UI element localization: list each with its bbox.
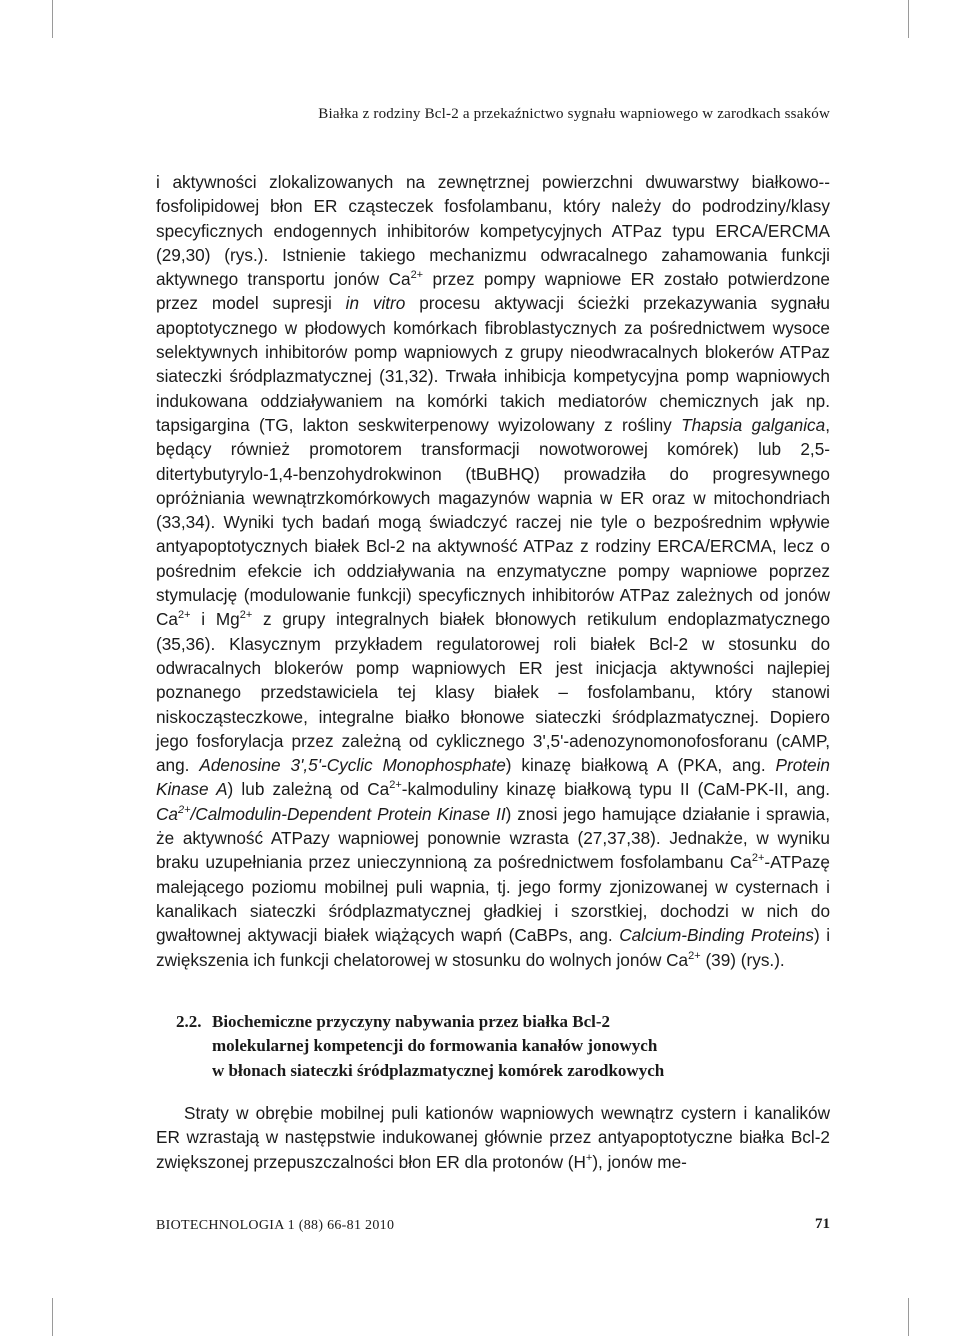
crop-mark-bottom-right <box>908 1298 909 1336</box>
section-title-line-3: w błonach siateczki śródplazmatycznej komórek zarodkowych <box>212 1060 665 1080</box>
crop-mark-top-left <box>52 0 53 38</box>
page-number: 71 <box>815 1216 830 1232</box>
crop-mark-top-right <box>908 0 909 38</box>
journal-citation: BIOTECHNOLOGIA 1 (88) 66-81 2010 <box>156 1218 395 1233</box>
crop-mark-bottom-left <box>52 1298 53 1336</box>
section-title-line-2: molekularnej kompetencji do formowania kanałów jonowych <box>212 1036 658 1056</box>
section-heading <box>176 1010 664 1083</box>
running-header: Białka z rodziny Bcl-2 a przekaźnictwo sygnału wapniowego w zarodkach ssaków <box>318 106 830 122</box>
body-paragraph: i aktywności zlokalizowanych na zewnętrznej powierzchni dwuwarstwy białkowo--fosfolipidowej błon ER cząsteczek fosfolambanu, który należy do podrodziny/klasy specyficznych endogennych inhibitorów kompetycyjnych ATPaz typu ERCA/ERCMA (29,30) (rys.). Istnienie takiego mechanizmu odwracalnego zahamowania funkcji aktywnego transportu jonów $Ca^{2+}$ przez pompy wapniowe ER zostało potwierdzone przez model supresji in vitro procesu aktywacji ścieżki przekazywania sygnału apoptotycznego w płodowych komórkach fibroblastycznych za pośrednictwem wysoce selektywnych inhibitorów pomp wapniowych z grupy nieodwracalnych blokerów ATPaz siateczki śródplazmatycznej (31,32). Trwała inhibicja kompetycyjna pomp wapniowych indukowana oddziaływaniem na komórki takich mediatorów chemicznych jak np. tapsigargina (TG, lakton seskwiterpenowy wyizolowany z rośliny Thapsia galganica, będący również promotorem transformacji nowotworowej komórek) lub 2,5-ditertybutyrylo-1,4-benzohydrokwinon (tBuBHQ) prowadziła do progresywnego opróżniania wewnątrzkomórkowych magazynów wapnia w ER oraz w mitochondriach (33,34). Wyniki tych badań mogą świadczyć raczej nie tyle o bezpośrednim wpływie antyapoptotycznych białek Bcl-2 na aktywność ATPaz z rodziny ERCA/ERCMA, lecz o pośrednim efekcie ich oddziaływania na enzymatyczne pompy wapniowe poprzez stymulację (modulowanie funkcji) specyficznych inhibitorów ATPaz zależnych od jonów $Ca^{2+}$ i $Mg^{2+}$ z grupy integralnych białek błonowych retikulum endoplazmatycznego (35,36). Klasycznym przykładem regulatorowej roli białek Bcl-2 w stosunku do odwracalnych blokerów pomp wapniowych ER jest inicjacja aktywności najlepiej poznanego przedstawiciela tej klasy białek – fosfolambanu, który stanowi niskocząsteczkowe, integralne białko błonowe siateczki śródplazmatycznej. Dopiero jego fosforylacja przez zależną od cyklicznego 3',5'-adenozynomonofosforanu (cAMP, ang. Adenosine 3',5'-Cyclic Monophosphate) kinazę białkową A (PKA, ang. Protein Kinase A) lub zależną od $Ca^{2+}$-kalmoduliny kinazę białkową typu II (CaM-PK-II, ang. $Ca^{2+}/Calmodulin$-Dependent Protein Kinase II) znosi jego hamujące działanie i sprawia, że aktywność ATPazy wapniowej ponownie wzrasta (27,37,38). Jednakże, w wyniku braku uzupełniania przez unieczynnioną za pośrednictwem fosfolambanu $Ca^{2+}$-ATPazę malejącego poziomu mobilnej puli wapnia, tj. jego formy zjonizowanej w cysternach i kanalikach siateczki śródplazmatycznej gładkiej i szorstkiej, dochodzi w nich do gwałtownej aktywacji białek wiążących wapń (CaBPs, ang. Calcium-Binding Proteins) i zwiększenia ich funkcji chelatorowej w stosunku do wolnych jonów $Ca^{2+}$ (39) (rys.). <box>156 172 831 970</box>
page-footer <box>156 1216 830 1234</box>
section-title-line-1: Biochemiczne przyczyny nabywania przez białka Bcl-2 <box>212 1012 611 1031</box>
section-paragraph: Straty w obrębie mobilnej puli kationów wapniowych wewnątrz cystern i kanalików ER wzrastają w następstwie indukowanej głównie przez antyapoptotyczne białka Bcl-2 zwiększonej przepuszczalności błon ER dla protonów (H+), jonów me- <box>156 1103 830 1172</box>
section-number: 2.2. <box>176 1012 202 1031</box>
